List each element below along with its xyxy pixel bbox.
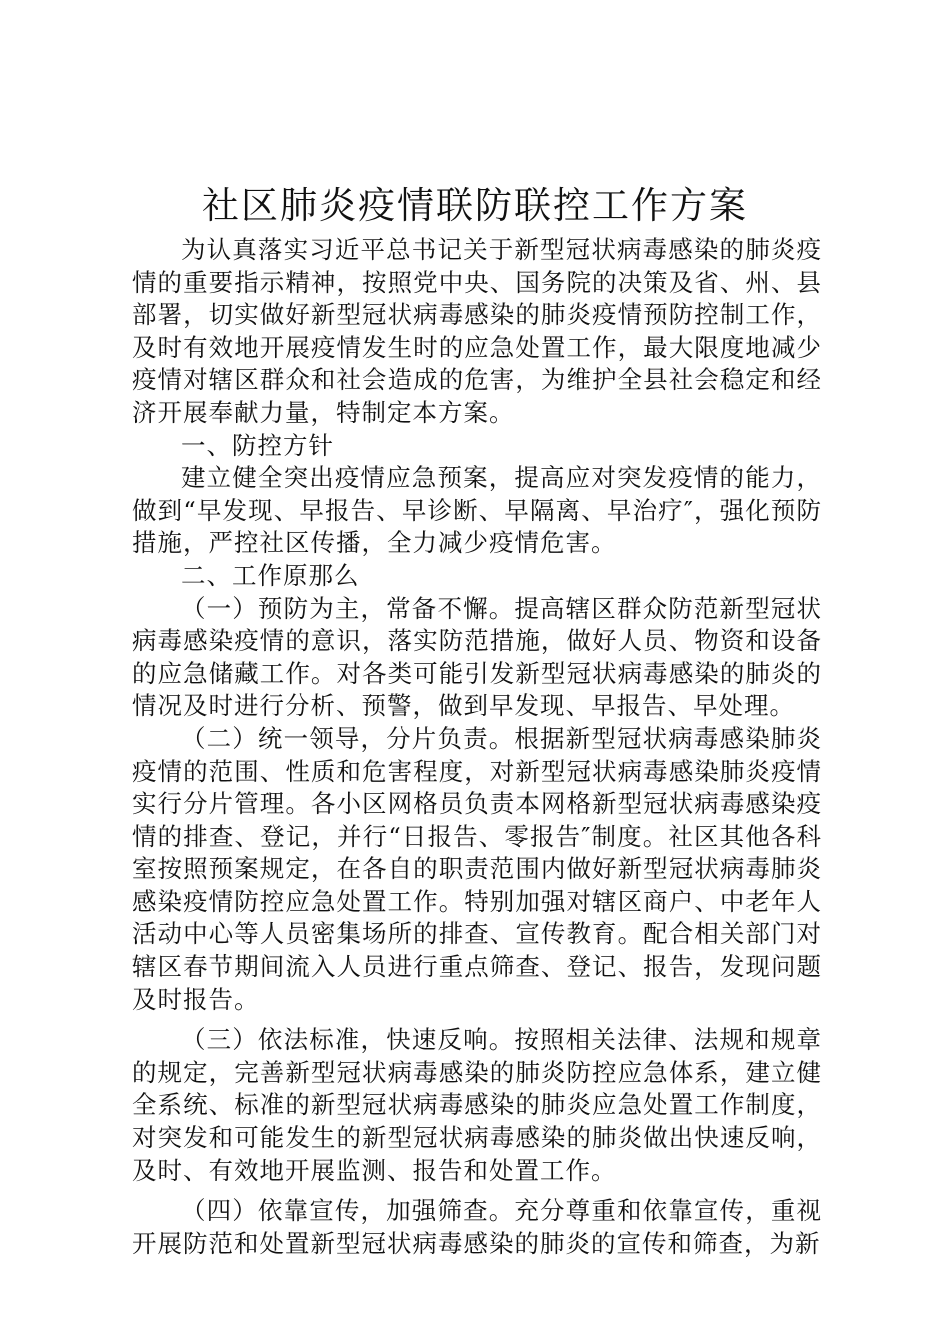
principle-paragraph-2: （二）统一领导，分片负责。根据新型冠状病毒感染肺炎疫情的范围、性质和危害程度，对新型冠状病毒感染肺炎疫情实行分片管理。各小区网格员负责本网格新型冠状病毒感染疫情的排查、登记，并行“日报告、零报告″制度。社区其他各科室按照预案规定，在各自的职责范围内做好新型冠状病毒肺炎感染疫情防控应急处置工作。特别加强对辖区商户、中老年人活动中心等人员密集场所的排查、宣传教育。配合相关部门对辖区春节期间流入人员进行重点筛查、登记、报告，发现问题及时报告。 [132, 723, 822, 1014]
policy-paragraph: 建立健全突出疫情应急预案，提高应对突发疫情的能力，做到“早发现、早报告、早诊断、早隔离、早治疗″，强化预防措施，严控社区传播，全力减少疫情危害。 [132, 463, 822, 558]
principle-paragraph-3: （三）依法标准，快速反响。按照相关法律、法规和规章的规定，完善新型冠状病毒感染的肺炎防控应急体系，建立健全系统、标准的新型冠状病毒感染的肺炎应急处置工作制度，对突发和可能发生的新型冠状病毒感染的肺炎做出快速反响，及时、有效地开展监测、报告和处置工作。 [132, 1025, 822, 1185]
document-body [132, 234, 822, 1260]
section-heading-principles: 二、工作原那么 [181, 560, 360, 590]
intro-paragraph: 为认真落实习近平总书记关于新型冠状病毒感染的肺炎疫情的重要指示精神，按照党中央、国务院的决策及省、州、县部署，切实做好新型冠状病毒感染的肺炎疫情预防控制工作，及时有效地开展疫情发生时的应急处置工作，最大限度地减少疫情对辖区群众和社会造成的危害，为维护全县社会稳定和经济开展奉献力量，特制定本方案。 [132, 235, 822, 427]
document-title: 社区肺炎疫情联防联控工作方案 [202, 184, 748, 227]
section-heading-policy: 一、防控方针 [181, 430, 334, 460]
principle-paragraph-1: （一）预防为主，常备不懈。提高辖区群众防范新型冠状病毒感染疫情的意识，落实防范措施，做好人员、物资和设备的应急储藏工作。对各类可能引发新型冠状病毒感染的肺炎的情况及时进行分析、预警，做到早发现、早报告、早处理。 [132, 593, 822, 721]
principle-paragraph-4: （四）依靠宣传，加强筛查。充分尊重和依靠宣传，重视开展防范和处置新型冠状病毒感染的肺炎的宣传和筛查，为新 [132, 1196, 822, 1258]
